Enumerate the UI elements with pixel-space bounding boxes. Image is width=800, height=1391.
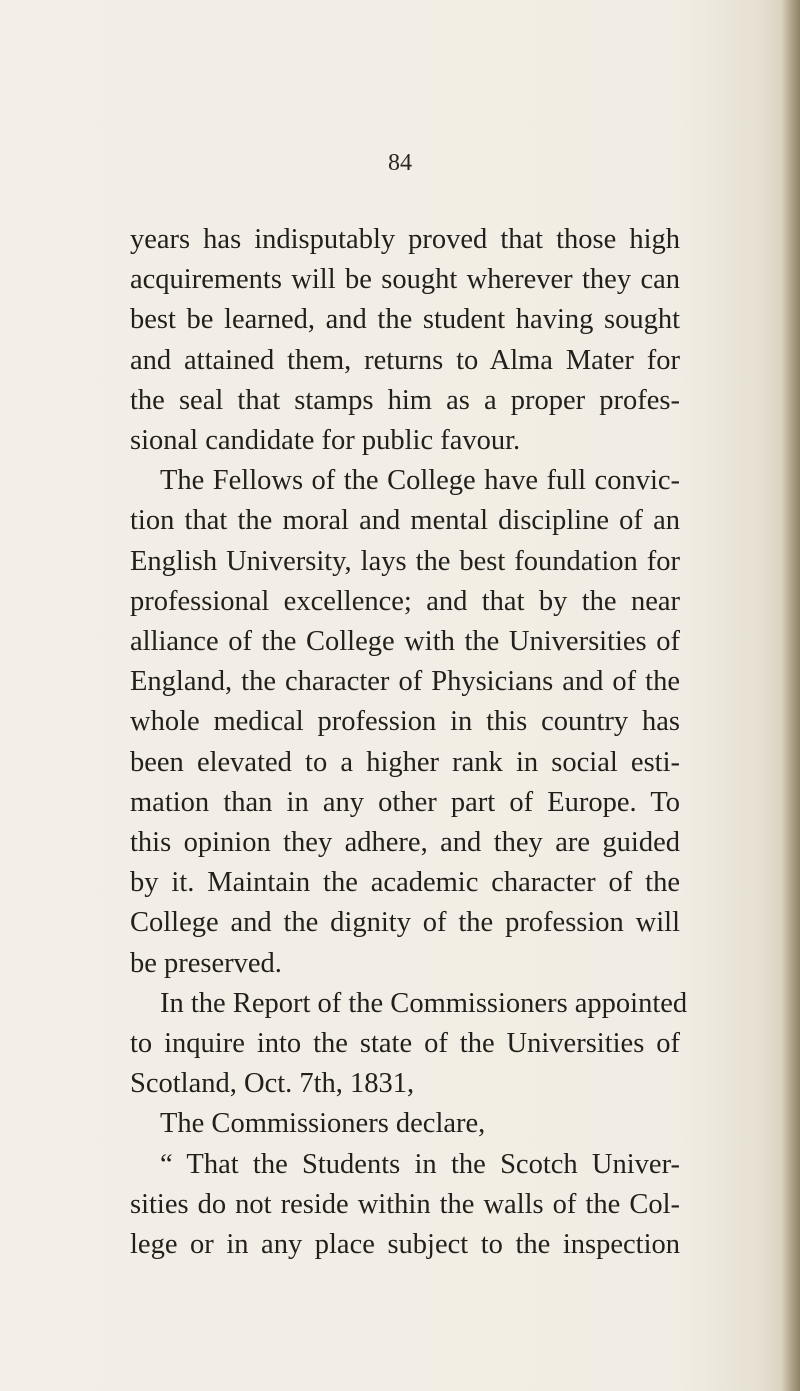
text-line: years has indisputably proved that those high	[130, 224, 680, 255]
text-line: The Commissioners declare,	[160, 1108, 486, 1140]
text-line: and attained them, returns to Alma Mater for	[130, 344, 680, 376]
text-line: this opinion they adhere, and they are guided	[130, 827, 680, 859]
text-line: the seal that stamps him as a proper profes-	[130, 384, 680, 416]
text-line: be preserved.	[130, 947, 282, 979]
body-text	[130, 220, 688, 1265]
text-line: The Fellows of the College have full convic-	[160, 465, 680, 497]
text-line: whole medical profession in this country has	[130, 706, 680, 738]
text-line: tion that the moral and mental discipline of an	[130, 505, 680, 537]
text-line: English University, lays the best foundation for	[130, 545, 680, 577]
text-line: In the Report of the Commissioners appointed	[160, 987, 688, 1019]
text-line: been elevated to a higher rank in social esti-	[130, 746, 680, 778]
text-line: Scotland, Oct. 7th, 1831,	[130, 1068, 415, 1100]
text-line: College and the dignity of the profession will	[130, 907, 680, 939]
text-line: to inquire into the state of the Universities of	[130, 1028, 680, 1060]
page-binding-edge	[782, 0, 800, 1391]
text-line: by it. Maintain the academic character of the	[130, 867, 680, 899]
text-line: best be learned, and the student having sought	[130, 304, 680, 336]
text-line: mation than in any other part of Europe. To	[130, 786, 680, 818]
text-line: England, the character of Physicians and of the	[130, 666, 680, 698]
text-line: lege or in any place subject to the inspection	[130, 1229, 680, 1261]
page-number: 84	[388, 150, 412, 176]
text-line: acquirements will be sought wherever they can	[130, 264, 680, 296]
text-line: “ That the Students in the Scotch Univer-	[160, 1148, 680, 1180]
text-line: alliance of the College with the Universities of	[130, 626, 680, 658]
text-line: professional excellence; and that by the near	[130, 585, 680, 617]
text-line: sities do not reside within the walls of the Col-	[130, 1188, 680, 1220]
text-line: sional candidate for public favour.	[130, 425, 521, 457]
